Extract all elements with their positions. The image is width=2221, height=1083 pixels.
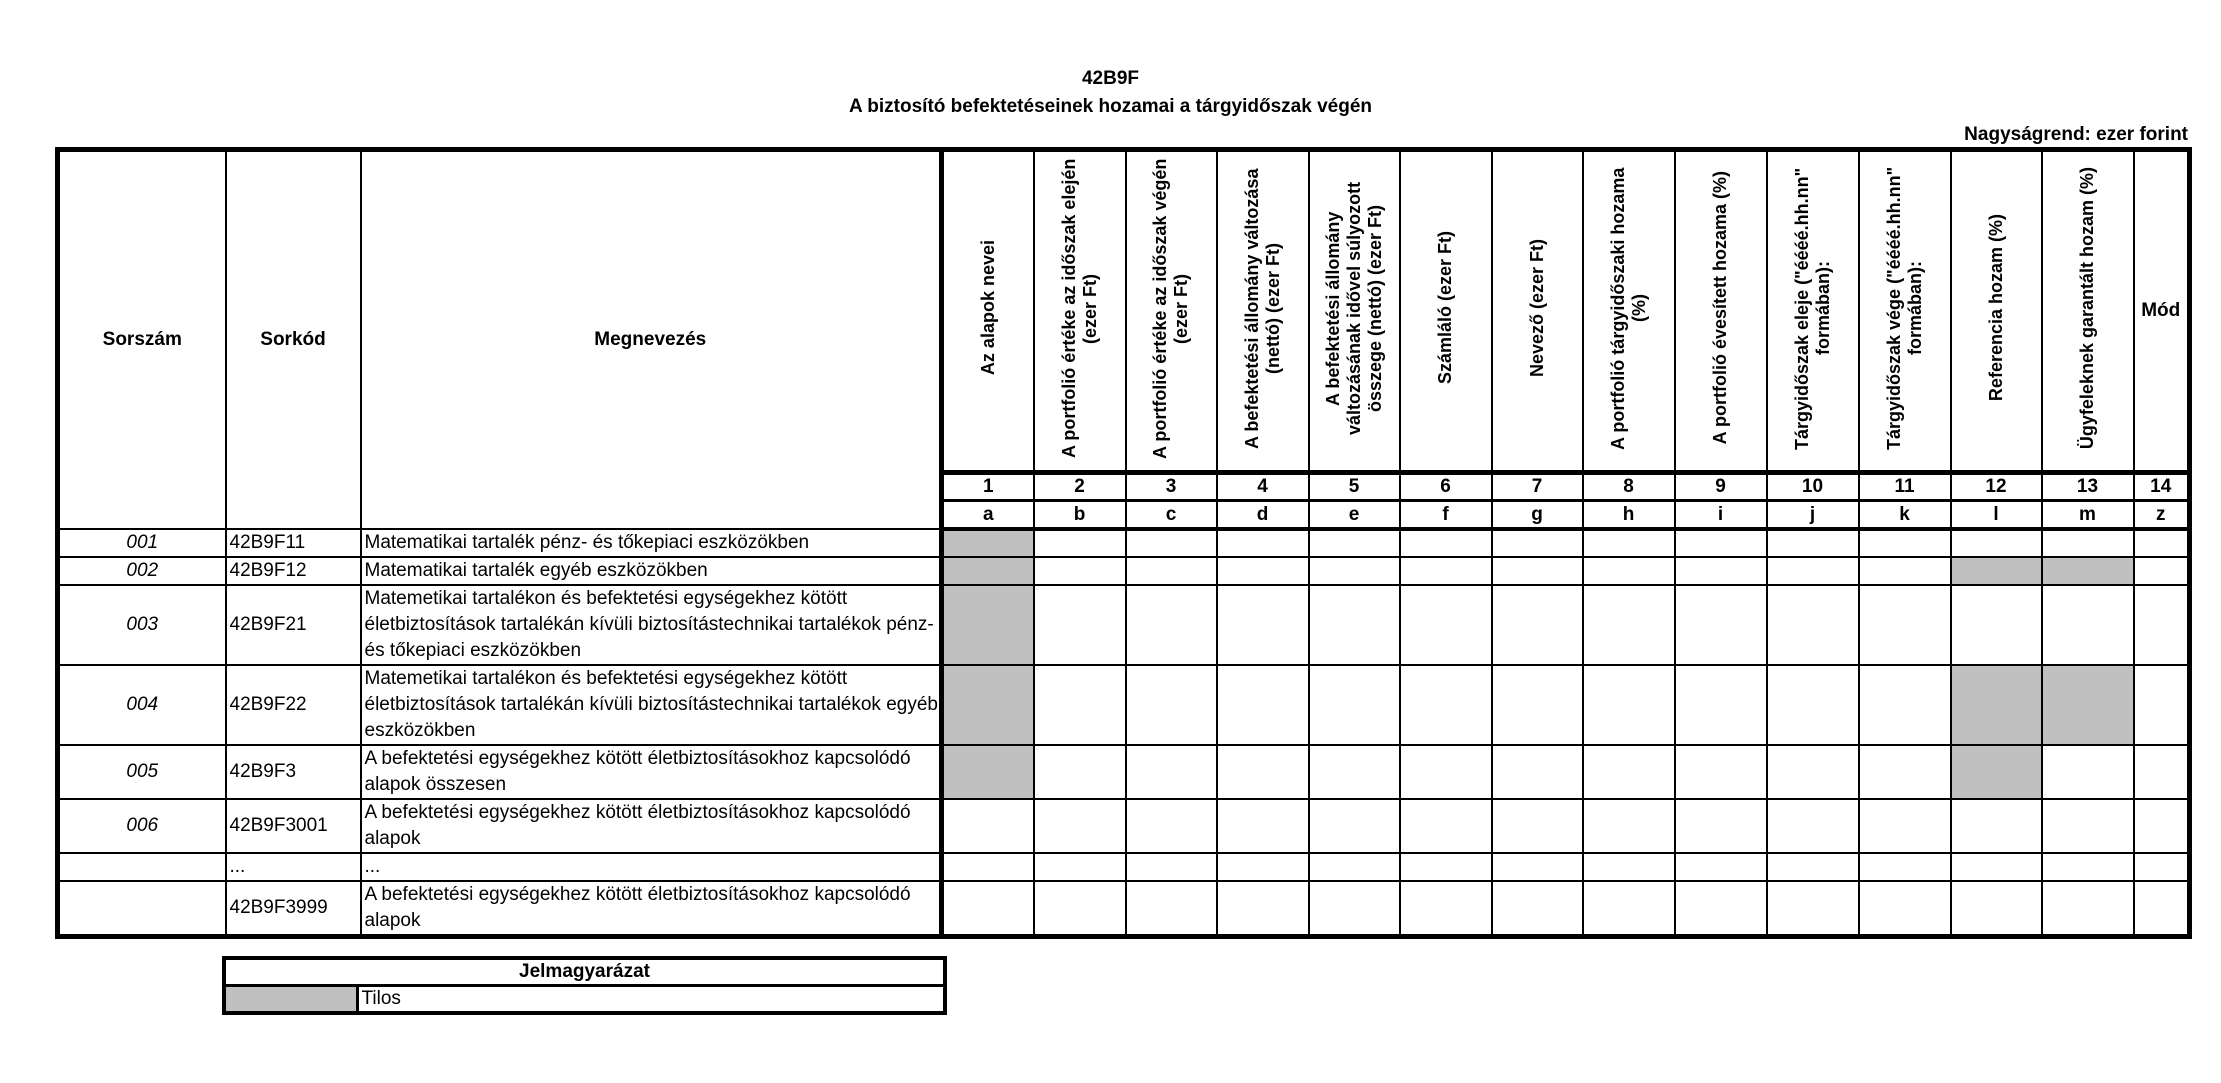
data-cell (2134, 799, 2190, 853)
data-cell (1492, 881, 1583, 937)
data-cell (1767, 529, 1859, 557)
data-cell (1217, 585, 1309, 665)
row-code: ... (226, 853, 361, 881)
data-cell (1309, 529, 1400, 557)
data-cell (2042, 745, 2134, 799)
column-number: 6 (1400, 473, 1492, 501)
row-name: Matemetikai tartalékon és befektetési egységekhez kötött életbiztosítások tartalékán kívüli biztosítástechnikai tartalékok pénz- és tőkepiaci eszközökben (361, 585, 942, 665)
data-cell (2042, 585, 2134, 665)
row-code: 42B9F3001 (226, 799, 361, 853)
data-cell (1400, 665, 1492, 745)
data-cell (1034, 529, 1126, 557)
row-number: 002 (58, 557, 226, 585)
data-cell (942, 745, 1034, 799)
data-cell (1034, 745, 1126, 799)
column-number: 12 (1951, 473, 2042, 501)
column-header-2 (1034, 150, 1126, 473)
header-row (58, 150, 2190, 473)
data-cell (1767, 881, 1859, 937)
data-cell (1492, 529, 1583, 557)
legend-swatch (224, 986, 357, 1014)
row-number: 005 (58, 745, 226, 799)
data-cell (2042, 799, 2134, 853)
data-cell (1217, 853, 1309, 881)
data-cell (2134, 585, 2190, 665)
column-letter: j (1767, 501, 1859, 530)
column-header-text: Számláló (ezer Ft) (1435, 231, 1455, 385)
data-cell (2134, 665, 2190, 745)
data-cell (1126, 799, 1217, 853)
data-cell (942, 881, 1034, 937)
data-cell (1767, 745, 1859, 799)
column-number: 13 (2042, 473, 2134, 501)
column-letter: i (1675, 501, 1767, 530)
data-cell (1126, 665, 1217, 745)
column-number: 4 (1217, 473, 1309, 501)
data-cell (1859, 881, 1951, 937)
table-body (58, 529, 2190, 937)
column-number: 10 (1767, 473, 1859, 501)
data-cell (1034, 853, 1126, 881)
column-header-11 (1859, 150, 1951, 473)
column-header-text: A portfolió értéke az időszak végén (ezer Ft) (1150, 157, 1191, 459)
data-cell (1675, 881, 1767, 937)
data-cell (1492, 585, 1583, 665)
data-cell (1583, 665, 1675, 745)
column-letter: h (1583, 501, 1675, 530)
column-header-text: Tárgyidőszak vége ("éééé.hh.nn" formában): (1883, 166, 1925, 450)
data-cell (1583, 881, 1675, 937)
data-cell (1767, 585, 1859, 665)
column-header-text: A befektetési állomány változása (nettó) (ezer Ft) (1241, 167, 1283, 449)
data-cell (1126, 745, 1217, 799)
data-cell (2042, 853, 2134, 881)
data-cell (1126, 529, 1217, 557)
column-letter: g (1492, 501, 1583, 530)
data-cell (1400, 557, 1492, 585)
row-code: 42B9F12 (226, 557, 361, 585)
data-cell (942, 529, 1034, 557)
data-cell (1126, 881, 1217, 937)
data-cell (2042, 529, 2134, 557)
header-megnevezes: Megnevezés (361, 150, 942, 530)
data-cell (1034, 665, 1126, 745)
data-cell (1583, 799, 1675, 853)
column-header-8 (1583, 150, 1675, 473)
column-header-10 (1767, 150, 1859, 473)
data-cell (1217, 799, 1309, 853)
column-header-5 (1309, 150, 1400, 473)
column-header-7 (1492, 150, 1583, 473)
data-cell (1767, 853, 1859, 881)
data-cell (2134, 557, 2190, 585)
data-cell (2134, 853, 2190, 881)
column-header-text: Ügyfeleknek garantált hozam (%) (2077, 166, 2097, 450)
data-cell (1675, 665, 1767, 745)
data-cell (1951, 745, 2042, 799)
data-cell (1859, 585, 1951, 665)
data-cell (1217, 665, 1309, 745)
column-letter: m (2042, 501, 2134, 530)
legend-title: Jelmagyarázat (224, 958, 945, 986)
data-cell (1309, 557, 1400, 585)
data-cell (1951, 665, 2042, 745)
data-cell (1951, 557, 2042, 585)
row-number: 003 (58, 585, 226, 665)
table-row (58, 799, 2190, 853)
column-letter: a (942, 501, 1034, 530)
column-letter: f (1400, 501, 1492, 530)
report-table (55, 147, 2192, 939)
data-cell (1309, 853, 1400, 881)
column-header-9 (1675, 150, 1767, 473)
column-header-text: Az alapok nevei (977, 240, 998, 376)
data-cell (2042, 665, 2134, 745)
row-number: 004 (58, 665, 226, 745)
row-number (58, 881, 226, 937)
data-cell (1309, 881, 1400, 937)
column-number: 14 (2134, 473, 2190, 501)
data-cell (1583, 557, 1675, 585)
column-letter: d (1217, 501, 1309, 530)
column-letter: c (1126, 501, 1217, 530)
data-cell (1217, 745, 1309, 799)
page-title: A biztosító befektetéseinek hozamai a tárgyidőszak végén (848, 96, 1372, 117)
column-header-text: A portfolió értéke az időszak elején (ezer Ft) (1058, 158, 1100, 458)
data-cell (1675, 557, 1767, 585)
data-cell (1217, 881, 1309, 937)
data-cell (942, 799, 1034, 853)
column-number: 5 (1309, 473, 1400, 501)
row-name: Matemetikai tartalékon és befektetési egységekhez kötött életbiztosítások tartalékán kívüli biztosítástechnikai tartalékok egyéb eszközökben (361, 665, 942, 745)
column-header-text: A portfolió évesített hozama (%) (1710, 171, 1730, 445)
data-cell (2134, 529, 2190, 557)
column-number: 7 (1492, 473, 1583, 501)
data-cell (1400, 799, 1492, 853)
column-letter: l (1951, 501, 2042, 530)
data-cell (2134, 881, 2190, 937)
data-cell (1492, 745, 1583, 799)
data-cell (1400, 745, 1492, 799)
column-header-1 (942, 150, 1034, 473)
data-cell (1034, 881, 1126, 937)
row-number: 006 (58, 799, 226, 853)
data-cell (1400, 529, 1492, 557)
table-row (58, 881, 2190, 937)
table-row (58, 745, 2190, 799)
data-cell (1767, 665, 1859, 745)
column-header-text: Nevező (ezer Ft) (1526, 238, 1547, 378)
column-letter: k (1859, 501, 1951, 530)
row-name: Matematikai tartalék pénz- és tőkepiaci eszközökben (361, 529, 942, 557)
row-code: 42B9F21 (226, 585, 361, 665)
data-cell (2134, 745, 2190, 799)
data-cell (1492, 665, 1583, 745)
column-header-text: Referencia hozam (%) (1985, 214, 2006, 402)
data-cell (1217, 557, 1309, 585)
data-cell (1859, 745, 1951, 799)
data-cell (942, 665, 1034, 745)
column-letter: e (1309, 501, 1400, 530)
row-name: ... (361, 853, 942, 881)
row-name: A befektetési egységekhez kötött életbiztosításokhoz kapcsolódó alapok összesen (361, 745, 942, 799)
data-cell (1675, 799, 1767, 853)
data-cell (942, 853, 1034, 881)
data-cell (1034, 799, 1126, 853)
column-letter: z (2134, 501, 2190, 530)
table-row (58, 585, 2190, 665)
row-code: 42B9F22 (226, 665, 361, 745)
data-cell (1859, 853, 1951, 881)
data-cell (1492, 799, 1583, 853)
data-cell (1583, 745, 1675, 799)
data-cell (1492, 853, 1583, 881)
column-header-12 (1951, 150, 2042, 473)
row-number: 001 (58, 529, 226, 557)
row-name: A befektetési egységekhez kötött életbiztosításokhoz kapcsolódó alapok (361, 799, 942, 853)
column-number: 8 (1583, 473, 1675, 501)
table-row (58, 853, 2190, 881)
data-cell (942, 585, 1034, 665)
data-cell (1126, 557, 1217, 585)
column-header-text: A portfolió tárgyidőszaki hozama (%) (1607, 166, 1649, 450)
table-row (58, 529, 2190, 557)
data-cell (1583, 529, 1675, 557)
data-cell (1675, 585, 1767, 665)
column-number: 2 (1034, 473, 1126, 501)
data-cell (1951, 529, 2042, 557)
data-cell (1126, 585, 1217, 665)
data-cell (942, 557, 1034, 585)
data-cell (1859, 557, 1951, 585)
column-header-13 (2042, 150, 2134, 473)
data-cell (1309, 745, 1400, 799)
data-cell (2042, 557, 2134, 585)
data-cell (1859, 665, 1951, 745)
data-cell (1859, 799, 1951, 853)
legend-label: Tilos (357, 986, 945, 1014)
data-cell (1309, 665, 1400, 745)
column-number: 9 (1675, 473, 1767, 501)
data-cell (1951, 881, 2042, 937)
row-name: A befektetési egységekhez kötött életbiztosításokhoz kapcsolódó alapok (361, 881, 942, 937)
data-cell (1951, 585, 2042, 665)
unit-label: Nagyságrend: ezer forint (1964, 124, 2188, 145)
column-number: 3 (1126, 473, 1217, 501)
data-cell (1951, 799, 2042, 853)
form-code: 42B9F (1081, 68, 1140, 89)
data-cell (1767, 557, 1859, 585)
row-number (58, 853, 226, 881)
column-header-text: A befektetési állomány változásának idővel súlyozott összege (nettó) (ezer Ft) (1322, 181, 1385, 435)
column-number: 11 (1859, 473, 1951, 501)
data-cell (1675, 529, 1767, 557)
legend-table (222, 956, 947, 1015)
data-cell (1309, 585, 1400, 665)
data-cell (1583, 853, 1675, 881)
data-cell (1034, 585, 1126, 665)
data-cell (1034, 557, 1126, 585)
data-cell (1675, 853, 1767, 881)
column-letter: b (1034, 501, 1126, 530)
data-cell (1309, 799, 1400, 853)
data-cell (2042, 881, 2134, 937)
data-cell (1583, 585, 1675, 665)
header-sorszam: Sorszám (58, 150, 226, 530)
data-cell (1492, 557, 1583, 585)
column-header-4 (1217, 150, 1309, 473)
column-header-6 (1400, 150, 1492, 473)
data-cell (1675, 745, 1767, 799)
column-header-3 (1126, 150, 1217, 473)
row-code: 42B9F11 (226, 529, 361, 557)
table-row (58, 665, 2190, 745)
column-header-14: Mód (2134, 150, 2190, 473)
data-cell (1951, 853, 2042, 881)
table-row (58, 557, 2190, 585)
data-cell (1400, 881, 1492, 937)
header-sorkod: Sorkód (226, 150, 361, 530)
data-cell (1126, 853, 1217, 881)
column-header-text: Tárgyidőszak eleje ("éééé.hh.nn" formában): (1791, 166, 1833, 450)
data-cell (1217, 529, 1309, 557)
row-code: 42B9F3 (226, 745, 361, 799)
data-cell (1400, 853, 1492, 881)
data-cell (1400, 585, 1492, 665)
column-number: 1 (942, 473, 1034, 501)
row-name: Matematikai tartalék egyéb eszközökben (361, 557, 942, 585)
data-cell (1767, 799, 1859, 853)
data-cell (1859, 529, 1951, 557)
row-code: 42B9F3999 (226, 881, 361, 937)
